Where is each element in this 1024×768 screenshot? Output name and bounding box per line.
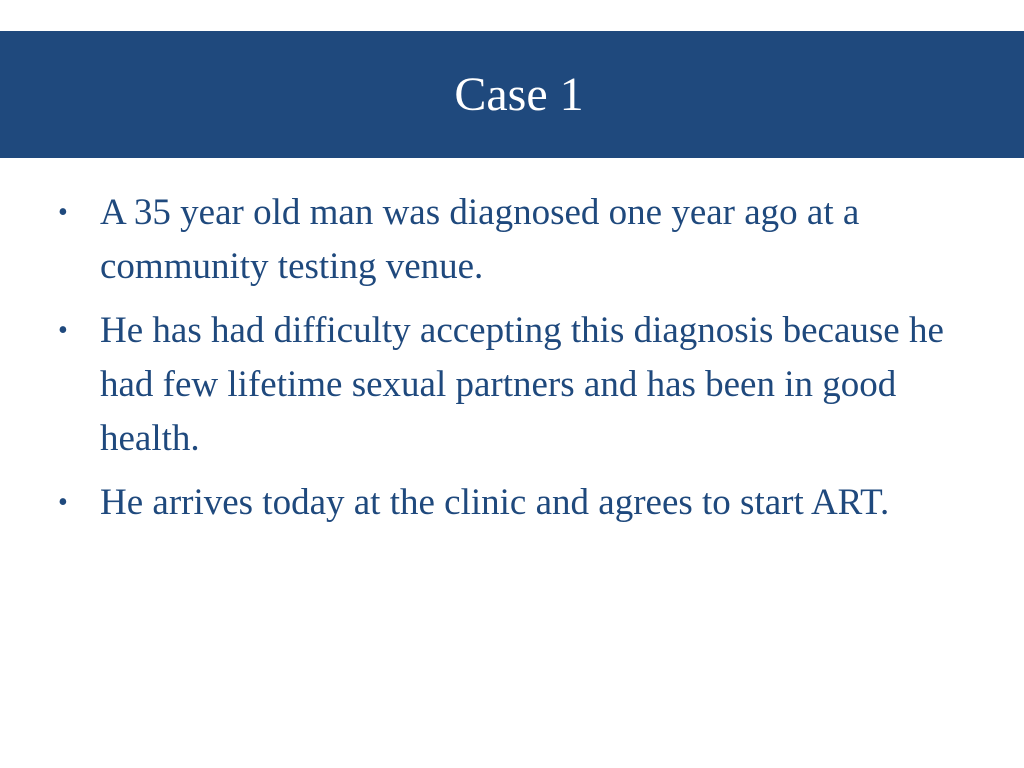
title-bar [0, 31, 1024, 158]
bullet-dot-icon: • [58, 315, 68, 346]
slide-title: Case 1 [454, 67, 584, 121]
bullet-item [58, 186, 958, 294]
bullet-dot-icon: • [58, 197, 68, 228]
bullet-item [58, 476, 958, 530]
bullet-item [58, 304, 958, 466]
bullet-text: A 35 year old man was diagnosed one year ago at a community testing venue. [100, 192, 860, 287]
bullet-text: He arrives today at the clinic and agrees to start ART. [100, 482, 890, 523]
bullet-text: He has had difficulty accepting this diagnosis because he had few lifetime sexual partners and has been in good health. [100, 310, 944, 459]
bullet-dot-icon: • [58, 487, 68, 518]
bullet-list [58, 186, 958, 540]
